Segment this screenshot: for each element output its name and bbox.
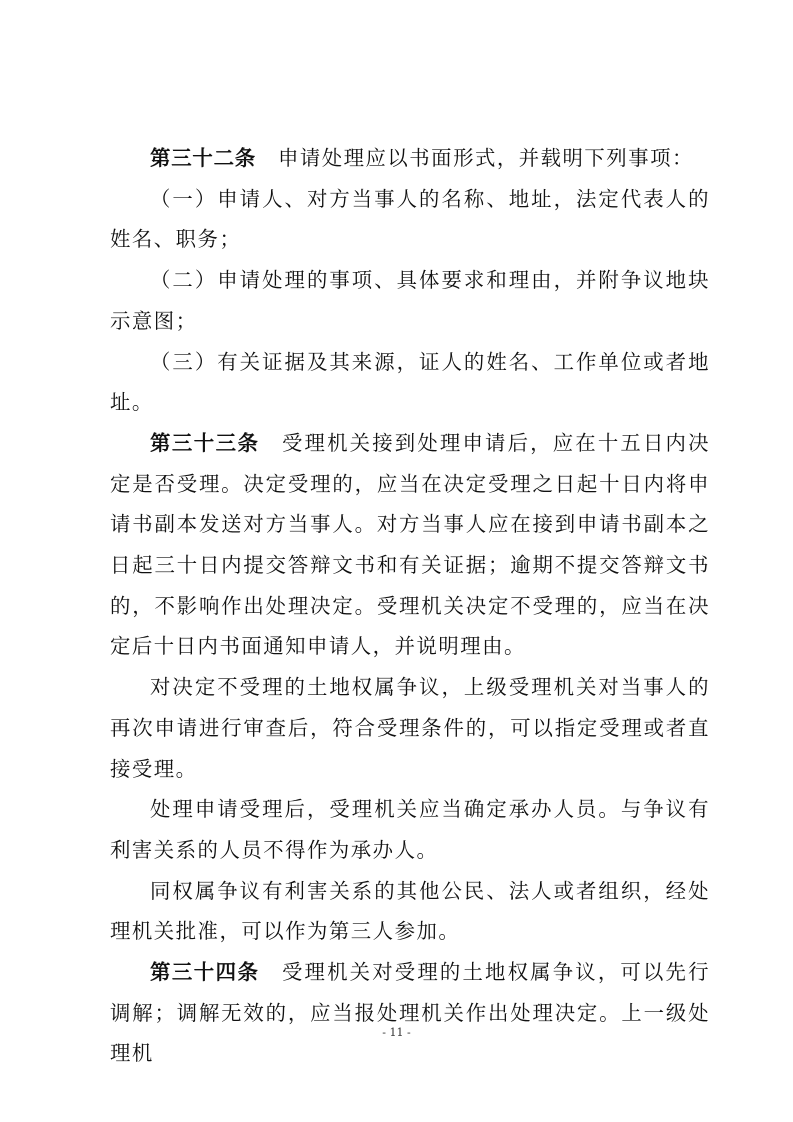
paragraph-text: （三）有关证据及其来源，证人的姓名、工作单位或者地址。 xyxy=(110,349,710,415)
paragraph-item-1 xyxy=(110,179,710,260)
paragraph-text: 同权属争议有利害关系的其他公民、法人或者组织，经处理机关批准，可以作为第三人参加。 xyxy=(110,878,710,944)
paragraph-text: （二）申请处理的事项、具体要求和理由，并附争议地块示意图； xyxy=(110,268,710,333)
paragraph-text: （一）申请人、对方当事人的名称、地址，法定代表人的姓名、职务； xyxy=(110,186,710,252)
paragraph-text: 对决定不受理的土地权属争议，上级受理机关对当事人的再次申请进行审查后，符合受理条件的，可以指定受理或者直接受理。 xyxy=(110,675,710,781)
article-heading: 第三十二条 xyxy=(150,146,256,170)
paragraph-article-32 xyxy=(110,138,710,179)
paragraph-text: 受理机关对受理的土地权属争议，可以先行调解；调解无效的，应当报处理机关作出处理决定。上一级处理机 xyxy=(110,960,710,1066)
paragraph-text: 处理申请受理后，受理机关应当确定承办人员。与争议有利害关系的人员不得作为承办人。 xyxy=(110,797,710,862)
article-heading: 第三十四条 xyxy=(150,960,260,985)
paragraph-body xyxy=(110,871,710,952)
paragraph-item-3 xyxy=(110,342,710,423)
document-body xyxy=(110,138,710,1074)
article-heading: 第三十三条 xyxy=(150,430,260,455)
paragraph-article-33 xyxy=(110,423,710,667)
paragraph-body xyxy=(110,667,710,789)
paragraph-text: 申请处理应以书面形式，并载明下列事项： xyxy=(277,146,694,170)
paragraph-text: 受理机关接到处理申请后，应在十五日内决定是否受理。决定受理的，应当在决定受理之日起十日内将申请书副本发送对方当事人。对方当事人应在接到申请书副本之日起三十日内提交答辩文书和有关证据；逾期不提交答辩文书的，不影响作出处理决定。受理机关决定不受理的，应当在决定后十日内书面通知申请人，并说明理由。 xyxy=(110,430,710,659)
paragraph-body xyxy=(110,789,710,870)
paragraph-article-34 xyxy=(110,952,710,1074)
paragraph-item-2 xyxy=(110,260,710,341)
page-number: - 11 - xyxy=(382,1026,411,1039)
